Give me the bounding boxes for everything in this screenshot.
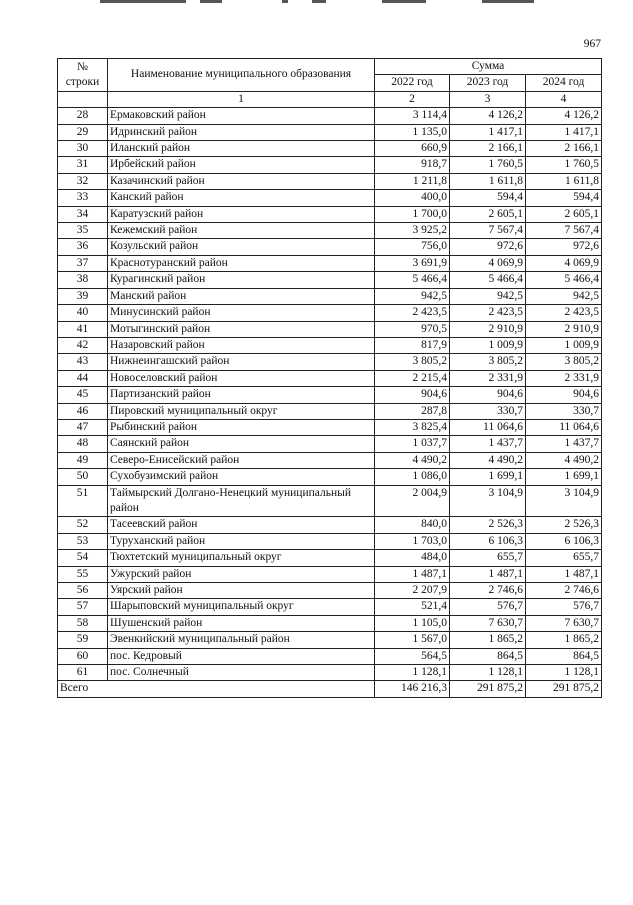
table-row	[58, 452, 602, 468]
budget-table	[57, 58, 602, 698]
scan-mark	[200, 0, 222, 3]
value-2022: 2 207,9	[375, 583, 450, 599]
value-2023: 1 009,9	[450, 337, 526, 353]
value-2024: 576,7	[526, 599, 602, 615]
value-2022: 5 466,4	[375, 272, 450, 288]
municipality-name: Нижнеингашский район	[108, 354, 375, 370]
value-2024: 2 331,9	[526, 370, 602, 386]
value-2023: 11 064,6	[450, 419, 526, 435]
value-2023: 2 331,9	[450, 370, 526, 386]
value-2022: 970,5	[375, 321, 450, 337]
municipality-name: Ермаковский район	[108, 108, 375, 124]
column-index-4: 4	[526, 91, 602, 107]
municipality-name: Назаровский район	[108, 337, 375, 353]
row-number: 28	[58, 108, 108, 124]
header-name: Наименование муниципального образования	[108, 59, 375, 92]
header-year-2022: 2022 год	[375, 75, 450, 91]
row-number: 52	[58, 517, 108, 533]
value-2023: 6 106,3	[450, 533, 526, 549]
municipality-name: пос. Кедровый	[108, 648, 375, 664]
value-2022: 484,0	[375, 550, 450, 566]
row-number: 33	[58, 190, 108, 206]
total-2024: 291 875,2	[526, 681, 602, 697]
value-2022: 400,0	[375, 190, 450, 206]
table-row	[58, 436, 602, 452]
value-2023: 2 605,1	[450, 206, 526, 222]
row-number: 57	[58, 599, 108, 615]
municipality-name: Манский район	[108, 288, 375, 304]
row-number: 53	[58, 533, 108, 549]
total-row	[58, 681, 602, 697]
table-row	[58, 255, 602, 271]
value-2024: 2 910,9	[526, 321, 602, 337]
header-sum: Сумма	[375, 59, 602, 75]
row-number: 49	[58, 452, 108, 468]
value-2024: 2 166,1	[526, 141, 602, 157]
value-2023: 2 526,3	[450, 517, 526, 533]
value-2022: 918,7	[375, 157, 450, 173]
table-row	[58, 337, 602, 353]
scan-mark	[100, 0, 186, 3]
municipality-name: Саянский район	[108, 436, 375, 452]
value-2023: 4 126,2	[450, 108, 526, 124]
total-2022: 146 216,3	[375, 681, 450, 697]
value-2023: 1 487,1	[450, 566, 526, 582]
value-2023: 2 166,1	[450, 141, 526, 157]
row-number: 40	[58, 305, 108, 321]
value-2023: 4 490,2	[450, 452, 526, 468]
municipality-name: Ирбейский район	[108, 157, 375, 173]
municipality-name: Козульский район	[108, 239, 375, 255]
value-2024: 864,5	[526, 648, 602, 664]
row-number: 42	[58, 337, 108, 353]
value-2024: 4 126,2	[526, 108, 602, 124]
value-2022: 756,0	[375, 239, 450, 255]
value-2023: 904,6	[450, 387, 526, 403]
value-2022: 1 105,0	[375, 615, 450, 631]
municipality-name: Сухобузимский район	[108, 469, 375, 485]
value-2023: 1 760,5	[450, 157, 526, 173]
municipality-name: Каратузский район	[108, 206, 375, 222]
header-row-number-label: № строки	[65, 60, 100, 88]
table-row	[58, 124, 602, 140]
table-row	[58, 517, 602, 533]
value-2023: 655,7	[450, 550, 526, 566]
total-label: Всего	[58, 681, 375, 697]
row-number: 34	[58, 206, 108, 222]
row-number: 38	[58, 272, 108, 288]
row-number: 35	[58, 223, 108, 239]
municipality-name: Идринский район	[108, 124, 375, 140]
value-2023: 1 417,1	[450, 124, 526, 140]
header-year-2024: 2024 год	[526, 75, 602, 91]
value-2023: 972,6	[450, 239, 526, 255]
value-2024: 5 466,4	[526, 272, 602, 288]
table-row	[58, 583, 602, 599]
row-number: 46	[58, 403, 108, 419]
column-index-2: 2	[375, 91, 450, 107]
table-row	[58, 305, 602, 321]
value-2023: 1 611,8	[450, 173, 526, 189]
value-2024: 655,7	[526, 550, 602, 566]
municipality-name: Шарыповский муниципальный округ	[108, 599, 375, 615]
scan-mark	[382, 0, 426, 3]
header-row	[58, 59, 602, 75]
row-number: 60	[58, 648, 108, 664]
value-2022: 3 114,4	[375, 108, 450, 124]
table-row	[58, 533, 602, 549]
value-2022: 1 037,7	[375, 436, 450, 452]
municipality-name: Тасеевский район	[108, 517, 375, 533]
value-2022: 1 487,1	[375, 566, 450, 582]
value-2022: 1 086,0	[375, 469, 450, 485]
value-2024: 1 760,5	[526, 157, 602, 173]
value-2022: 3 691,9	[375, 255, 450, 271]
row-number: 47	[58, 419, 108, 435]
value-2022: 2 004,9	[375, 485, 450, 517]
value-2022: 3 805,2	[375, 354, 450, 370]
value-2023: 2 746,6	[450, 583, 526, 599]
municipality-name: Краснотуранский район	[108, 255, 375, 271]
value-2023: 1 128,1	[450, 665, 526, 681]
table-row	[58, 190, 602, 206]
value-2023: 942,5	[450, 288, 526, 304]
municipality-name: Северо-Енисейский район	[108, 452, 375, 468]
value-2022: 817,9	[375, 337, 450, 353]
value-2022: 521,4	[375, 599, 450, 615]
row-number: 50	[58, 469, 108, 485]
table-row	[58, 469, 602, 485]
value-2024: 972,6	[526, 239, 602, 255]
value-2023: 3 805,2	[450, 354, 526, 370]
table-row	[58, 108, 602, 124]
column-index-empty	[58, 91, 108, 107]
value-2024: 2 605,1	[526, 206, 602, 222]
municipality-name: Новоселовский район	[108, 370, 375, 386]
table-row	[58, 403, 602, 419]
column-index-row	[58, 91, 602, 107]
value-2024: 330,7	[526, 403, 602, 419]
value-2024: 2 526,3	[526, 517, 602, 533]
municipality-name: Пировский муниципальный округ	[108, 403, 375, 419]
value-2023: 3 104,9	[450, 485, 526, 517]
table-body	[58, 108, 602, 681]
table-row	[58, 173, 602, 189]
value-2022: 1 211,8	[375, 173, 450, 189]
table-row	[58, 648, 602, 664]
table-row	[58, 550, 602, 566]
value-2022: 1 703,0	[375, 533, 450, 549]
header-year-2023: 2023 год	[450, 75, 526, 91]
municipality-name: Шушенский район	[108, 615, 375, 631]
value-2022: 1 128,1	[375, 665, 450, 681]
row-number: 30	[58, 141, 108, 157]
value-2022: 3 825,4	[375, 419, 450, 435]
municipality-name: Партизанский район	[108, 387, 375, 403]
table-row	[58, 141, 602, 157]
value-2024: 1 699,1	[526, 469, 602, 485]
row-number: 51	[58, 485, 108, 517]
value-2023: 864,5	[450, 648, 526, 664]
table-row	[58, 239, 602, 255]
value-2024: 1 437,7	[526, 436, 602, 452]
value-2022: 2 215,4	[375, 370, 450, 386]
table-row	[58, 665, 602, 681]
value-2024: 2 746,6	[526, 583, 602, 599]
value-2022: 660,9	[375, 141, 450, 157]
row-number: 56	[58, 583, 108, 599]
scan-mark	[282, 0, 288, 3]
row-number: 37	[58, 255, 108, 271]
value-2024: 4 069,9	[526, 255, 602, 271]
table-row	[58, 206, 602, 222]
value-2024: 1 865,2	[526, 632, 602, 648]
value-2022: 840,0	[375, 517, 450, 533]
municipality-name: Туруханский район	[108, 533, 375, 549]
value-2023: 7 567,4	[450, 223, 526, 239]
value-2024: 6 106,3	[526, 533, 602, 549]
municipality-name: Ужурский район	[108, 566, 375, 582]
row-number: 44	[58, 370, 108, 386]
table-row	[58, 354, 602, 370]
table-row	[58, 223, 602, 239]
value-2022: 942,5	[375, 288, 450, 304]
value-2023: 7 630,7	[450, 615, 526, 631]
value-2023: 4 069,9	[450, 255, 526, 271]
municipality-name: Таймырский Долгано-Ненецкий муниципальный район	[108, 485, 375, 517]
table-row	[58, 272, 602, 288]
row-number: 58	[58, 615, 108, 631]
value-2022: 564,5	[375, 648, 450, 664]
table-row	[58, 485, 602, 517]
value-2022: 3 925,2	[375, 223, 450, 239]
row-number: 54	[58, 550, 108, 566]
value-2023: 2 910,9	[450, 321, 526, 337]
row-number: 29	[58, 124, 108, 140]
value-2023: 576,7	[450, 599, 526, 615]
table-row	[58, 599, 602, 615]
row-number: 45	[58, 387, 108, 403]
row-number: 41	[58, 321, 108, 337]
value-2024: 1 128,1	[526, 665, 602, 681]
value-2024: 3 805,2	[526, 354, 602, 370]
municipality-name: Уярский район	[108, 583, 375, 599]
value-2023: 1 865,2	[450, 632, 526, 648]
value-2023: 330,7	[450, 403, 526, 419]
scan-mark	[482, 0, 534, 3]
value-2023: 1 699,1	[450, 469, 526, 485]
table-row	[58, 321, 602, 337]
column-index-1: 1	[108, 91, 375, 107]
row-number: 39	[58, 288, 108, 304]
scan-mark	[312, 0, 326, 3]
value-2024: 3 104,9	[526, 485, 602, 517]
value-2024: 1 417,1	[526, 124, 602, 140]
page-number: 967	[583, 38, 601, 50]
table-row	[58, 632, 602, 648]
value-2023: 594,4	[450, 190, 526, 206]
value-2024: 1 009,9	[526, 337, 602, 353]
value-2022: 2 423,5	[375, 305, 450, 321]
value-2022: 904,6	[375, 387, 450, 403]
value-2024: 11 064,6	[526, 419, 602, 435]
value-2022: 287,8	[375, 403, 450, 419]
municipality-name: Канский район	[108, 190, 375, 206]
table-row	[58, 288, 602, 304]
table-row	[58, 566, 602, 582]
value-2024: 1 487,1	[526, 566, 602, 582]
value-2023: 1 437,7	[450, 436, 526, 452]
table-row	[58, 615, 602, 631]
column-index-3: 3	[450, 91, 526, 107]
table-row	[58, 370, 602, 386]
municipality-name: Эвенкийский муниципальный район	[108, 632, 375, 648]
value-2022: 1 700,0	[375, 206, 450, 222]
municipality-name: Тюхтетский муниципальный округ	[108, 550, 375, 566]
municipality-name: пос. Солнечный	[108, 665, 375, 681]
municipality-name: Мотыгинский район	[108, 321, 375, 337]
table-row	[58, 419, 602, 435]
row-number: 59	[58, 632, 108, 648]
value-2023: 5 466,4	[450, 272, 526, 288]
row-number: 32	[58, 173, 108, 189]
municipality-name: Иланский район	[108, 141, 375, 157]
value-2022: 1 567,0	[375, 632, 450, 648]
value-2023: 2 423,5	[450, 305, 526, 321]
value-2024: 594,4	[526, 190, 602, 206]
row-number: 43	[58, 354, 108, 370]
header-row-number	[58, 59, 108, 92]
value-2024: 1 611,8	[526, 173, 602, 189]
row-number: 55	[58, 566, 108, 582]
value-2024: 7 630,7	[526, 615, 602, 631]
value-2024: 942,5	[526, 288, 602, 304]
row-number: 48	[58, 436, 108, 452]
total-2023: 291 875,2	[450, 681, 526, 697]
municipality-name: Курагинский район	[108, 272, 375, 288]
table-row	[58, 387, 602, 403]
municipality-name: Минусинский район	[108, 305, 375, 321]
municipality-name: Казачинский район	[108, 173, 375, 189]
row-number: 36	[58, 239, 108, 255]
value-2024: 7 567,4	[526, 223, 602, 239]
value-2024: 2 423,5	[526, 305, 602, 321]
value-2024: 4 490,2	[526, 452, 602, 468]
value-2022: 4 490,2	[375, 452, 450, 468]
value-2024: 904,6	[526, 387, 602, 403]
table-row	[58, 157, 602, 173]
value-2022: 1 135,0	[375, 124, 450, 140]
municipality-name: Кежемский район	[108, 223, 375, 239]
municipality-name: Рыбинский район	[108, 419, 375, 435]
row-number: 31	[58, 157, 108, 173]
row-number: 61	[58, 665, 108, 681]
